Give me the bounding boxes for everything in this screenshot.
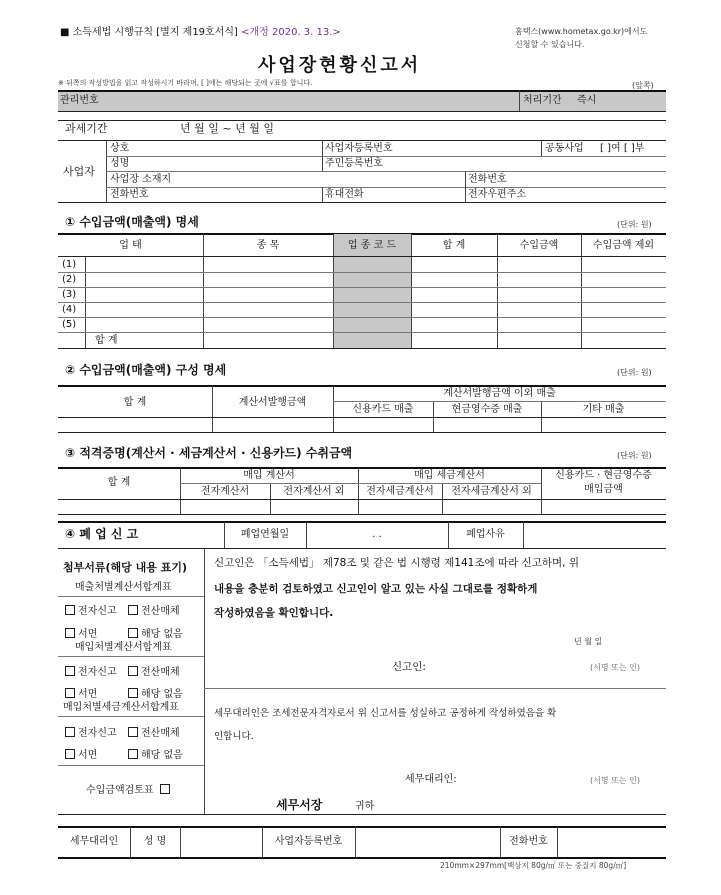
address-phone-label: 전화번호 bbox=[468, 174, 507, 185]
tax-period-dates[interactable]: 년 월 일 ~ 년 월 일 bbox=[180, 122, 274, 135]
attachment-3-electronic[interactable]: 전자신고 bbox=[65, 727, 117, 739]
mobile-label: 휴대전화 bbox=[325, 189, 364, 200]
row-label-1: (1) bbox=[62, 259, 77, 270]
cash-receipt-sales-label: 현금영수증 매출 bbox=[451, 404, 523, 415]
checkbox-icon bbox=[128, 605, 138, 615]
section1-unit: (단위: 원) bbox=[617, 220, 652, 229]
agent-statement-line-2: 인합니다. bbox=[214, 731, 254, 742]
checkbox-icon bbox=[128, 666, 138, 676]
section4-title: ④ 폐 업 신 고 bbox=[65, 527, 139, 541]
checkbox-icon bbox=[65, 605, 75, 615]
attachment-2-media[interactable]: 전산매체 bbox=[128, 666, 180, 678]
agent-sign-hint[interactable]: (서명 또는 인) bbox=[590, 776, 640, 785]
attachment-2-paper[interactable]: 서면 bbox=[65, 688, 97, 700]
business-name-label: 상호 bbox=[110, 143, 130, 154]
checkbox-icon bbox=[160, 784, 170, 794]
admin-row-bg bbox=[58, 91, 666, 111]
processing-period-label: 처리기간 bbox=[523, 95, 562, 106]
form-title: 사업장현황신고서 bbox=[258, 55, 422, 76]
joint-business-label: 공동사업 bbox=[545, 143, 584, 154]
footer-reg-no-label: 사업자등록번호 bbox=[274, 836, 343, 847]
section2-unit: (단위: 원) bbox=[617, 368, 652, 377]
business-phone-label: 전화번호 bbox=[110, 189, 149, 200]
invoice-amount-label: 계산서발행금액 bbox=[238, 397, 307, 408]
row-label-3: (3) bbox=[62, 289, 77, 300]
col-industry-code: 업 종 코 드 bbox=[347, 240, 397, 251]
checkbox-icon bbox=[128, 749, 138, 759]
attachments-title: 첨부서류(해당 내용 표기) bbox=[63, 561, 187, 574]
row-label-2: (2) bbox=[62, 274, 77, 285]
col-business-item: 종 목 bbox=[256, 240, 280, 251]
attachment-group-3-name: 매입처별세금계산서합계표 bbox=[63, 702, 179, 713]
other-sales-etc-label: 기타 매출 bbox=[582, 404, 625, 415]
checkbox-icon bbox=[65, 727, 75, 737]
declaration-line-3: 작성하였음을 확인합니다. bbox=[214, 607, 334, 619]
e-tax-invoice-label: 전자세금계산서 bbox=[366, 486, 434, 497]
purchase-tax-invoice-label: 매입 세금계산서 bbox=[414, 470, 485, 481]
attachment-3-paper[interactable]: 서면 bbox=[65, 749, 97, 761]
section1-title: ① 수입금액(매출액) 명세 bbox=[65, 215, 199, 229]
e-invoice-other-label: 전자계산서 외 bbox=[283, 486, 345, 497]
tax-office-suffix: 귀하 bbox=[355, 801, 375, 812]
section1-total-label: 합 계 bbox=[95, 335, 118, 346]
attachment-2-electronic[interactable]: 전자신고 bbox=[65, 666, 117, 678]
attachment-1-electronic[interactable]: 전자신고 bbox=[65, 605, 117, 617]
declarant-sign-hint[interactable]: (서명 또는 인) bbox=[590, 663, 640, 672]
section3-title: ③ 적격증명(계산서 · 세금계산서 · 신용카드) 수취금액 bbox=[65, 446, 353, 460]
attachment-group-2-name: 매입처별계산서합계표 bbox=[75, 642, 172, 653]
joint-business-options[interactable]: [ ]여 [ ]부 bbox=[600, 143, 645, 154]
business-reg-no-label: 사업자등록번호 bbox=[325, 143, 393, 154]
closure-date-value[interactable]: . . bbox=[372, 529, 382, 540]
checkbox-icon bbox=[65, 688, 75, 698]
declaration-line-2: 내용을 충분히 검토하였고 신고인이 알고 있는 사실 그대로를 정확하게 bbox=[214, 583, 538, 595]
management-number-label: 관리번호 bbox=[60, 95, 99, 106]
law-prefix: ■ 소득세법 시행규칙 [별지 제19호서식] bbox=[60, 27, 238, 38]
amend-date: <개정 2020. 3. 13.> bbox=[241, 27, 341, 38]
email-label: 전자우편주소 bbox=[468, 189, 526, 200]
business-address-label: 사업장 소재지 bbox=[110, 174, 172, 185]
row-label-5: (5) bbox=[62, 319, 77, 330]
declaration-date[interactable]: 년 월 일 bbox=[574, 637, 603, 646]
other-sales-label: 계산서발행금액 이외 매출 bbox=[443, 388, 556, 399]
checkbox-icon bbox=[65, 628, 75, 638]
resident-no-label: 주민등록번호 bbox=[325, 158, 383, 169]
card-cash-purchase-label-1: 신용카드 · 현금영수증 bbox=[555, 470, 652, 481]
footer-phone-label: 전화번호 bbox=[509, 836, 548, 847]
attachment-group-1-name: 매출처별계산서합계표 bbox=[75, 582, 172, 593]
row-label-4: (4) bbox=[62, 304, 77, 315]
paper-spec: 210mm×297mm[백상지 80g/㎡ 또는 중질지 80g/㎡] bbox=[440, 861, 627, 870]
checkbox-icon bbox=[128, 727, 138, 737]
hometax-note-1: 홈택스(www.hometax.go.kr)에서도 bbox=[515, 27, 648, 36]
footer-name-label: 성 명 bbox=[143, 836, 167, 847]
col-total: 합 계 bbox=[442, 240, 466, 251]
section3-unit: (단위: 원) bbox=[617, 451, 652, 460]
tax-office-head: 세무서장 bbox=[276, 798, 323, 812]
col-revenue-excluded: 수입금액 제외 bbox=[592, 240, 655, 251]
checkbox-icon bbox=[128, 628, 138, 638]
checkbox-icon bbox=[65, 666, 75, 676]
declaration-line-1: 신고인은 「소득세법」 제78조 및 같은 법 시행령 제141조에 따라 신고하며, 위 bbox=[214, 557, 579, 569]
checkbox-icon bbox=[65, 749, 75, 759]
form-law-reference bbox=[60, 28, 341, 38]
attachment-2-none[interactable]: 해당 없음 bbox=[128, 688, 183, 700]
closure-reason-label: 폐업사유 bbox=[466, 529, 505, 540]
checkbox-icon bbox=[128, 688, 138, 698]
section2-title: ② 수입금액(매출액) 구성 명세 bbox=[65, 363, 227, 377]
tax-period-label: 과세기간 bbox=[65, 122, 108, 135]
purchase-invoice-label: 매입 계산서 bbox=[243, 470, 295, 481]
attachment-3-none[interactable]: 해당 없음 bbox=[128, 749, 183, 761]
card-sales-label: 신용카드 매출 bbox=[352, 404, 414, 415]
attachment-1-media[interactable]: 전산매체 bbox=[128, 605, 180, 617]
instruction-notice: ※ 뒤쪽의 작성방법을 읽고 작성하시기 바라며, [ ]에는 해당되는 곳에 √표를 합니다. bbox=[58, 79, 313, 87]
declarant-label: 신고인: bbox=[392, 661, 426, 673]
attachment-1-paper[interactable]: 서면 bbox=[65, 628, 97, 640]
card-cash-purchase-label-2: 매입금액 bbox=[584, 484, 623, 495]
business-group-label: 사업자 bbox=[63, 165, 95, 178]
e-invoice-label: 전자계산서 bbox=[200, 486, 250, 497]
agent-statement-line-1: 세무대리인은 조세전문자격자로서 위 신고서를 성실하고 공정하게 작성하였음을 확 bbox=[214, 708, 557, 719]
section3-total-label: 합 계 bbox=[107, 477, 131, 488]
hometax-note-2: 신청할 수 있습니다. bbox=[515, 40, 585, 49]
revenue-review-checkbox[interactable]: 수입금액검토표 bbox=[86, 784, 173, 796]
section2-total-label: 합 계 bbox=[123, 397, 147, 408]
attachment-1-none[interactable]: 해당 없음 bbox=[128, 628, 183, 640]
footer-agent-label: 세무대리인 bbox=[69, 836, 119, 847]
industry-code-shade bbox=[333, 234, 411, 348]
processing-period-value: 즉시 bbox=[577, 95, 597, 106]
e-tax-invoice-other-label: 전자세금계산서 외 bbox=[451, 486, 532, 497]
col-revenue: 수입금액 bbox=[519, 240, 559, 251]
agent-label: 세무대리인: bbox=[405, 774, 457, 785]
attachment-3-media[interactable]: 전산매체 bbox=[128, 727, 180, 739]
col-business-type: 업 태 bbox=[119, 240, 142, 251]
closure-date-label: 폐업연월일 bbox=[240, 529, 290, 540]
representative-name-label: 성명 bbox=[110, 158, 130, 169]
page-side: (앞쪽) bbox=[632, 81, 654, 90]
